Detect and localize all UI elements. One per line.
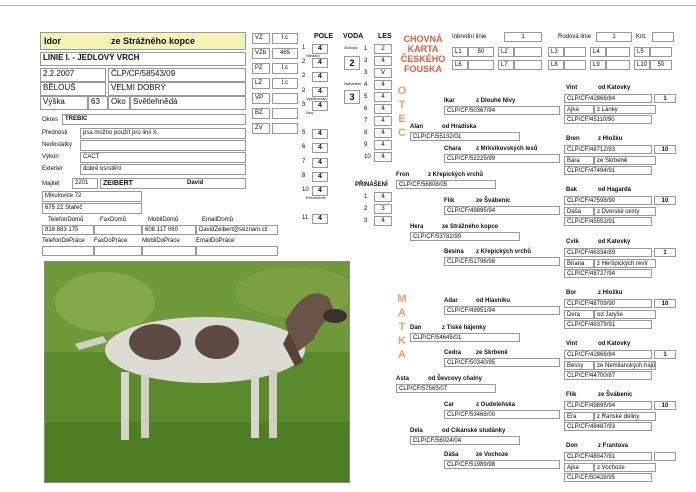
fourth-gen-dam-reg: ČLP/CF/45110/90 (564, 115, 652, 124)
les-number: 10 (364, 154, 371, 160)
fourth-gen-dam-reg: ČLP/CF/50428/95 (564, 473, 652, 482)
pedigree-kennel: od Ševcovy chalny (428, 376, 483, 382)
les-number: 8 (364, 130, 368, 136)
pedigree-reg: ČLP/CF/55132/01 (410, 132, 520, 141)
pole-section: Hledání (306, 53, 320, 59)
rodova-value: 1 (596, 32, 632, 42)
field-value (80, 140, 246, 151)
fourth-gen-reg: ČLP/CF/47598/90 (564, 196, 652, 205)
vz-value (272, 123, 298, 134)
pole-score: 4 (312, 44, 328, 54)
contact-value: 608 117 060 (142, 225, 196, 235)
pole-section: Vystavování (306, 95, 328, 101)
field-value: psa možno použít pro linii X. (80, 128, 246, 139)
vz-label: BZ (252, 108, 270, 119)
les-score: 2 (374, 44, 392, 54)
les-score: 4 (374, 80, 392, 90)
registration-number: ČLP/CF/58543/09 (108, 68, 246, 82)
otec-letter: C (398, 127, 406, 139)
field-value: dobré osrstění (80, 164, 246, 175)
voda-score: 3 (344, 90, 360, 104)
line-value (606, 47, 630, 57)
vz-value: I.c (272, 63, 298, 74)
eye-color: Světlehnědá (130, 96, 246, 110)
pedigree-name: Car (444, 402, 455, 408)
vz-label: VP (252, 93, 270, 104)
fourth-gen-dam-kennel: z Heršpických revír (594, 259, 656, 268)
contact-header: MobilDomů (148, 217, 179, 223)
fourth-gen-reg: ČLP/CF/49895/94 (564, 401, 652, 410)
vz-label: LZ (252, 78, 270, 89)
card-title-line: FOUSKA (404, 64, 442, 74)
fourth-gen-dam-name: Briana (564, 259, 594, 268)
pedigree-name: Alan (410, 124, 424, 130)
pole-score: 4 (312, 143, 328, 153)
line-value: 50 (468, 47, 494, 57)
pedigree-name: Cedra (444, 350, 462, 356)
pedigree-name: Chara (444, 146, 462, 152)
fourth-gen-kennel: z Hložku (598, 136, 623, 143)
line-value (514, 47, 542, 57)
fourth-gen-dam-kennel: ze Nemilanských hájů (594, 361, 656, 370)
vz-label: ZV (252, 123, 270, 134)
les-score: 4 (374, 104, 392, 114)
height-value: 63 (88, 96, 108, 110)
fourth-gen-coef (654, 452, 676, 461)
owner-street: Mikulovice 72 (42, 191, 142, 202)
fourth-gen-dam-reg: ČLP/CF/48727/94 (564, 269, 652, 278)
fourth-gen-kennel: od Katovky (598, 85, 631, 91)
pedigree-kennel: z Oudoleňska (476, 402, 516, 408)
rodova-label: Rodová linie (558, 34, 592, 40)
fourth-gen-dam-reg: ČLP/CF/48487/93 (564, 422, 652, 431)
prinaseni-title: PŘINÁŠENÍ (355, 182, 388, 188)
contact-header: EmailDoPráce (196, 238, 235, 244)
pedigree-reg: ČLP/CF/53782/99 (410, 232, 520, 241)
pedigree-kennel: ze Švábenic (476, 198, 511, 204)
fourth-gen-dam-name: Bessy (564, 361, 594, 370)
pole-title: POLE (314, 33, 334, 40)
line-value (514, 60, 542, 70)
district-value: TŘEBÍČ (62, 114, 246, 125)
pedigree-kennel: od Cikánské studánky (442, 428, 506, 434)
line-key: L1 (452, 47, 468, 57)
pole-number: 2 (302, 87, 306, 94)
pedigree-name: Ikar (444, 98, 455, 104)
eye-label: Oko (108, 96, 130, 110)
inbred-label: Inbrední linie (452, 34, 487, 40)
pole-number: 2 (302, 59, 306, 66)
line-key: L10 (634, 60, 650, 70)
vz-label: VZ (252, 33, 270, 44)
pedigree-name: Hera (410, 224, 424, 230)
card-title-line: KARTA (407, 44, 439, 54)
fourth-gen-reg: ČLP/CF/42866/84 (564, 94, 652, 103)
condition: VELMI DOBRÝ (108, 82, 246, 96)
fourth-gen-dam-kennel: ze Skrbeně (594, 156, 656, 165)
line-key: L8 (548, 60, 564, 70)
owner-label: Majitel (42, 181, 60, 187)
pedigree-kennel: z Křepických vrchů (428, 172, 484, 178)
pedigree-kennel: od Hradiska (442, 124, 477, 130)
fourth-gen-name: Cvik (566, 238, 579, 245)
pedigree-kennel: z Mrkvíkovských lesů (476, 146, 538, 152)
fourth-gen-kennel: z Hložku (598, 289, 623, 296)
fourth-gen-name: Vint (566, 85, 578, 91)
fourth-gen-coef: 10 (654, 299, 676, 308)
otec-letter: O (397, 85, 407, 97)
fourth-gen-coef: 10 (654, 196, 676, 205)
contact-value (94, 225, 142, 235)
line-value (564, 47, 586, 57)
contact-value: 818 883 175 (42, 225, 94, 235)
pole-number: 3 (302, 101, 306, 108)
pedigree-name: Dáša (444, 452, 459, 458)
pole-score: 4 (312, 129, 328, 139)
fourth-gen-dam-reg: ČLP/CF/44700/87 (564, 371, 652, 380)
fourth-gen-coef: 10 (654, 401, 676, 410)
owner-surname (100, 178, 246, 189)
prinaseni-number: 2 (364, 206, 368, 212)
fourth-gen-dam-name: Era (564, 412, 594, 421)
fourth-gen-name: Bor (566, 289, 577, 296)
krit-label: Krit. (636, 34, 647, 40)
prinaseni-score: 4 (374, 216, 392, 226)
matka-letter: A (398, 307, 406, 319)
pole-score: 4 (312, 172, 328, 182)
les-score: V (374, 68, 392, 78)
fourth-gen-coef: 1 (654, 350, 676, 359)
pedigree-reg: ČLP/CF/52225/99 (444, 154, 560, 163)
contact-value (42, 246, 94, 256)
fourth-gen-dam-reg: ČLP/CF/47494/91 (564, 166, 652, 175)
dog-name: Idor (44, 36, 61, 46)
fourth-gen-dam-kennel: z Ranské doliny (594, 412, 656, 421)
pole-number: 1 (302, 45, 306, 51)
fourth-gen-coef: 10 (654, 145, 676, 154)
card-title-line: ČESKÉHO (400, 54, 446, 64)
field-label: Nedostatky (42, 142, 73, 148)
pedigree-name: Flik (444, 198, 455, 204)
les-number: 5 (364, 94, 368, 100)
pedigree-kennel: od Hlavníku (476, 298, 511, 304)
fourth-gen-name: Bak (566, 187, 578, 194)
fourth-gen-kennel: od Katovky (598, 238, 631, 245)
les-number: 1 (364, 46, 368, 52)
owner-first-name: David (187, 180, 204, 186)
les-number: 7 (364, 118, 368, 124)
matka-letter: K (398, 335, 406, 347)
dog-kennel: ze Strážného kopce (111, 36, 196, 46)
matka-letters (396, 292, 408, 362)
fourth-gen-dam-kennel: z Dvorské cesty (594, 207, 656, 216)
vz-label: PZ (252, 63, 270, 74)
contact-header: TelefonDomů (48, 217, 84, 223)
fourth-gen-dam-name: Ajka (564, 463, 594, 472)
pedigree-reg: ČLP/CF/51796/98 (444, 257, 560, 266)
dog-photo-drawing (45, 262, 350, 483)
pedigree-name: Fron (396, 172, 410, 178)
pedigree-reg: ČLP/CF/54645/01 (410, 333, 520, 342)
field-label: Exterier (42, 166, 63, 172)
voda-label: Nahánění (344, 81, 362, 86)
pole-number: 6 (302, 144, 306, 151)
pedigree-kennel: ze Vochoze (476, 452, 509, 458)
owner-surname-text: ZEIBERT (103, 180, 133, 187)
title-bar (40, 32, 246, 50)
pole-score: 4 (312, 186, 328, 196)
pedigree-reg: ČLP/CF/49895/94 (444, 206, 560, 215)
vz-value (272, 108, 298, 119)
fourth-gen-coef: 1 (654, 94, 676, 103)
otec-letter: T (398, 99, 406, 111)
contact-header: EmailDomů (202, 217, 234, 223)
district-label: Okres (42, 117, 59, 123)
prinaseni-score: 3 (374, 204, 392, 214)
line-key: L5 (634, 47, 650, 57)
line-key: L4 (590, 47, 606, 57)
pole-number: 8 (302, 172, 306, 179)
contact-value (94, 246, 142, 256)
contact-header: FaxDomů (100, 217, 127, 223)
pedigree-kennel: ze Skrbeně (476, 350, 508, 356)
fourth-gen-reg: ČLP/CF/48047/91 (564, 452, 652, 461)
pedigree-name: Dela (410, 428, 423, 434)
fourth-gen-dam-reg: ČLP/CF/48379/91 (564, 320, 652, 329)
pole-section: Nos (306, 110, 314, 115)
les-title: LES (378, 33, 392, 40)
card-title (398, 34, 448, 74)
pole-number: 10 (302, 187, 309, 193)
otec-letter: E (398, 113, 406, 125)
contact-value (142, 246, 196, 256)
fourth-gen-dam-name: Dáša (564, 207, 594, 216)
contact-header: FaxDoPráce (94, 238, 128, 244)
coat-color: BĚLOUŠ (40, 82, 106, 96)
fourth-gen-name: Flik (566, 392, 577, 399)
pedigree-reg: ČLP/CF/50367/94 (444, 106, 560, 115)
line-value (468, 60, 494, 70)
vz-value: I.c (272, 33, 298, 44)
otec-letters (396, 84, 408, 140)
pedigree-reg: ČLP/CF/51989/98 (444, 460, 560, 469)
line-key: L6 (452, 60, 468, 70)
contact-header: TelefonDoPráce (42, 238, 85, 244)
prinaseni-number: 3 (364, 218, 368, 224)
fourth-gen-dam-name: Ajka (564, 105, 594, 114)
owner-city: 675 22 Stařeč (42, 203, 142, 214)
pedigree-kennel: z Tiské hájenky (442, 325, 486, 331)
field-value: CACT (80, 152, 246, 163)
prinaseni-score: 4 (374, 192, 392, 202)
pole-number: 11 (302, 215, 309, 222)
pole-score: 4 (312, 72, 328, 82)
matka-letter: M (397, 293, 407, 305)
fourth-gen-dam-reg: ČLP/CF/45552/91 (564, 217, 652, 226)
fourth-gen-name: Bren (566, 136, 580, 143)
les-score: 4 (374, 140, 392, 150)
pedigree-name: Asta (396, 376, 410, 382)
krit-value (652, 32, 674, 42)
pedigree-reg: ČLP/CF/53468/00 (444, 410, 560, 419)
prinaseni-number: 1 (364, 194, 368, 200)
pole-score: 4 (312, 101, 328, 111)
line-value: 50 (650, 60, 672, 70)
line-value (564, 60, 586, 70)
matka-letter: A (398, 349, 406, 361)
line-value (650, 47, 672, 57)
birth-date: 2.2.2007 (40, 68, 106, 82)
dog-photo (44, 261, 350, 483)
inbred-value: 1 (504, 32, 542, 42)
pedigree-kennel: z Dlouhé Nivy (476, 98, 516, 104)
pole-score: 4 (312, 58, 328, 68)
fourth-gen-dam-kennel: z Vochoze (594, 463, 656, 472)
fourth-gen-kennel: od Hagarda (598, 187, 632, 194)
fourth-gen-reg: ČLP/CF/42866/84 (564, 350, 652, 359)
line-key: L2 (498, 47, 514, 57)
line-key: L7 (498, 60, 514, 70)
fourth-gen-kennel: od Katovky (598, 341, 631, 347)
fourth-gen-dam-kennel: z Lanky (594, 105, 656, 114)
pedigree-kennel: z Křepických vrchů (476, 249, 532, 255)
fourth-gen-dam-name: Dera (564, 310, 594, 319)
les-score: 4 (374, 128, 392, 138)
pedigree-name: Adar (444, 298, 458, 304)
pedigree-reg: ČLP/CF/57565/07 (396, 384, 496, 393)
pole-score: 4 (312, 214, 328, 224)
les-number: 2 (364, 58, 368, 64)
pedigree-reg: ČLP/CF/49951/94 (444, 306, 560, 315)
card-title-line: CHOVNÁ (403, 34, 443, 44)
top-edge (0, 0, 696, 6)
fourth-gen-kennel: z Frantova (598, 443, 629, 450)
pedigree-name: Dan (410, 325, 422, 331)
line-value (606, 60, 630, 70)
field-label: Přednosti (42, 130, 68, 136)
field-label: Výkon (42, 154, 59, 160)
line-key: L9 (590, 60, 606, 70)
height-label: Výška (40, 96, 88, 110)
pole-number: 7 (302, 158, 306, 165)
fourth-gen-dam-kennel: od Jaryše (594, 310, 656, 319)
pole-score: 4 (312, 87, 328, 97)
line-key: L3 (548, 47, 564, 57)
fourth-gen-dam-name: Bára (564, 156, 594, 165)
fourth-gen-reg: ČLP/CF/48709/90 (564, 299, 652, 308)
voda-title: VODA (343, 33, 364, 40)
fourth-gen-kennel: ze Švábenic (598, 392, 633, 399)
line-name: LINIE I. - JEDLOVÝ VRCH (40, 52, 246, 66)
les-score: 4 (374, 116, 392, 126)
pedigree-reg: ČLP/CF/56808/05 (396, 180, 496, 189)
les-score: 4 (374, 92, 392, 102)
les-score: 4 (374, 152, 392, 162)
pedigree-reg: ČLP/CF/50340/95 (444, 358, 560, 367)
contact-value (196, 246, 278, 256)
voda-label: Ochota (344, 45, 357, 50)
pole-number: 5 (302, 130, 306, 137)
matka-letter: T (398, 321, 406, 333)
vz-value: 465 (272, 48, 298, 59)
les-number: 6 (364, 106, 368, 112)
les-number: 4 (364, 82, 368, 88)
fourth-gen-name: Vint (566, 341, 578, 347)
fourth-gen-reg: ČLP/CF/48712/93 (564, 145, 652, 154)
les-score: 4 (374, 56, 392, 66)
contact-header: MobilDoPráce (142, 238, 180, 244)
vz-label: VZb (252, 48, 270, 59)
pole-section: Poslušnost (306, 195, 326, 201)
voda-score: 2 (344, 56, 360, 70)
vz-value (272, 93, 298, 104)
fourth-gen-name: Don (566, 443, 578, 450)
pedigree-name: Besina (444, 249, 464, 255)
pedigree-reg: ČLP/CF/56024/04 (410, 436, 520, 445)
fourth-gen-reg: ČLP/CF/46334/89 (564, 248, 652, 257)
les-number: 3 (364, 70, 368, 76)
pole-number: 2 (302, 73, 306, 80)
les-number: 9 (364, 142, 368, 148)
vz-value: I.c (272, 78, 298, 89)
pedigree-kennel: ze Strážného kopce (442, 224, 499, 230)
contact-value: DavidZeibert@seznam.cz (196, 225, 278, 235)
fourth-gen-coef: 1 (654, 248, 676, 257)
owner-number: 2201 (72, 178, 98, 189)
pole-score: 4 (312, 158, 328, 168)
